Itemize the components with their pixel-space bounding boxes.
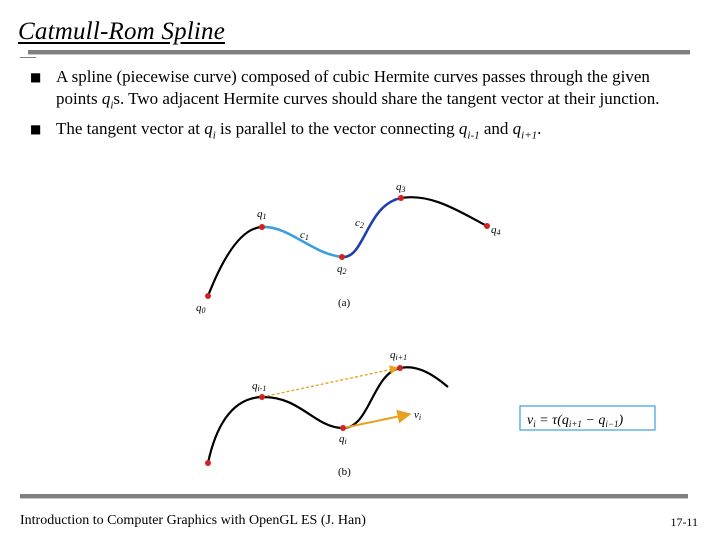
caption-a: (a) [338,297,351,309]
spline-figure [185,176,665,486]
curve-b [208,367,448,463]
label-c1-sub: 1 [304,233,309,242]
label-q0: q [196,302,202,314]
bullet-item-2 [30,118,690,146]
label-q4-sub: 4 [496,228,501,237]
label-c2-sub: 2 [359,221,364,230]
point-q2 [339,254,345,260]
formula-lhs-sub: i [533,419,536,429]
label-q1: q [257,208,263,220]
curve-a-start [208,227,262,296]
point-q3 [398,195,404,201]
formula-lhs: v [527,413,534,428]
formula-eq: = τ(q [535,413,569,428]
label-q3: q [396,181,402,193]
point-q-i [340,425,346,431]
formula-minus: − q [581,413,606,428]
formula-b-sub: i−1 [605,419,619,429]
bullet-2-var1-sub: i [212,129,216,142]
point-q4 [484,223,490,229]
point-q1 [259,224,265,230]
bullet-2-var1: q [204,119,213,139]
svg-text:vi [414,409,421,422]
svg-text:qi+1 [390,349,407,362]
curve-a-end [401,197,487,226]
bullet-2-text-d: . [537,119,542,139]
label-v-i: v [414,409,419,421]
label-q-i: q [339,433,345,445]
label-q-i-plus-1-sub: i+1 [395,353,408,362]
caption-b: (b) [338,466,351,478]
bullet-square-icon: ■ [30,70,42,84]
svg-text:q3 [396,181,406,194]
bullet-1-var: q [101,89,111,108]
bullet-1-var-sub: i [110,99,114,112]
footer-page-number: 17-11 [670,515,698,529]
bullet-1-text-a: A spline (piecewise curve) composed of cubic Hermite curves passes through the given points [56,67,650,108]
bullet-2-text-c: and [479,119,513,139]
label-q2-sub: 2 [342,267,347,276]
label-q1-sub: 1 [262,212,267,221]
title-rule [28,50,690,55]
footer-rule [20,494,688,499]
svg-text:c2 [355,217,364,230]
bullet-2-var2: q [458,119,468,139]
svg-text:qi-1 [252,380,266,393]
figure-b [205,349,655,478]
svg-text:c1 [300,229,309,242]
bullet-item-1 [30,66,690,116]
label-q-i-plus-1: q [390,349,396,361]
label-q0-sub: 0 [201,306,206,315]
label-q4: q [491,224,497,236]
svg-text:q4 [491,224,501,237]
label-c2: c [355,217,360,229]
point-b-start [205,460,211,466]
bullet-list [30,66,690,149]
svg-text:q1 [257,208,267,221]
label-c1: c [300,229,305,241]
point-q-i-plus-1 [397,365,403,371]
tangent-vector [343,414,410,428]
slide-title: Catmull-Rom Spline [18,18,226,45]
bullet-1-text-b: s. Two adjacent Hermite curves should share the tangent vector at their junction. [113,89,660,108]
bullet-2-text-a: The tangent vector at [56,119,205,139]
label-q2: q [337,263,343,275]
label-q-i-minus-1-sub: i-1 [257,384,267,393]
svg-text:q2 [337,263,347,276]
secant-line [262,368,398,397]
label-q-i-sub: i [344,437,347,446]
label-q-i-minus-1: q [252,380,258,392]
bullet-2-text-b: is parallel to the vector connecting [215,119,459,139]
curve-a-segment-c2 [342,198,401,257]
title-rule-accent [20,57,36,58]
svg-text:q0 [196,302,206,315]
bullet-square-icon: ■ [30,122,42,137]
formula-close: ) [618,413,624,428]
bullet-2-var2-sub: i-1 [467,129,480,142]
svg-text:qi [339,433,347,446]
point-q-i-minus-1 [259,394,265,400]
footer-course-title: Introduction to Computer Graphics with OpenGL ES (J. Han) [20,513,366,528]
bullet-2-var3: q [512,119,522,139]
figure-a [196,181,501,315]
label-v-i-sub: i [418,413,422,422]
point-q0 [205,293,211,299]
label-q3-sub: 3 [401,185,406,194]
bullet-2-var3-sub: i+1 [521,129,538,142]
formula-a-sub: i+1 [568,419,582,429]
